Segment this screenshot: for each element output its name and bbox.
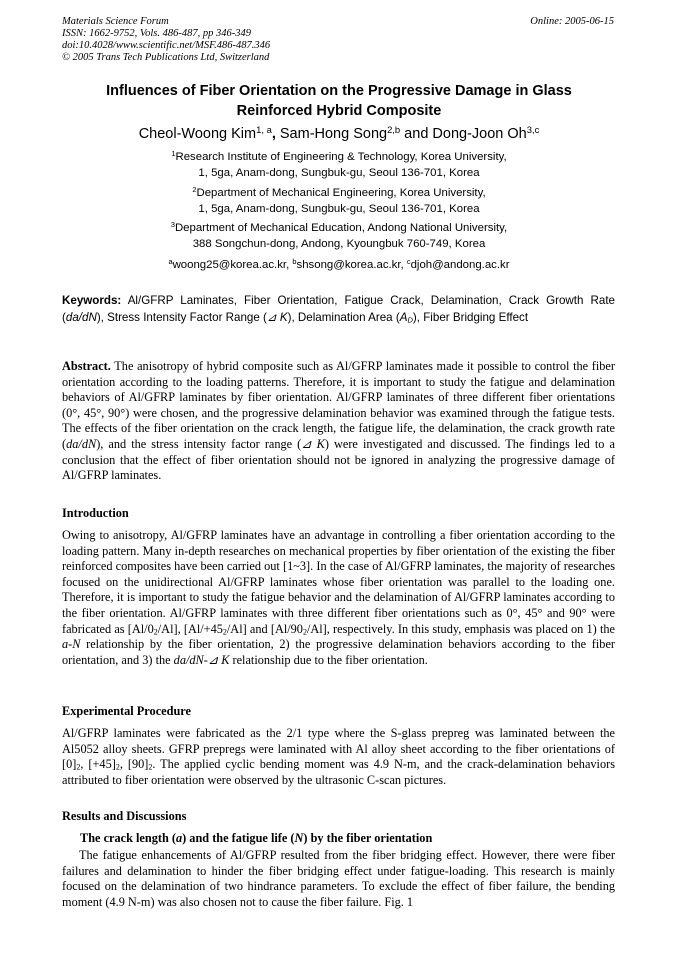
journal-name: Materials Science Forum	[62, 16, 169, 27]
experimental-text: . The applied cyclic bending moment was 4.9 N-m, and the crack-delamination behaviors attributed to fiber orientation were observed by the ultrasonic C-scan pictures.	[62, 757, 615, 787]
affiliation-line: Department of Mechanical Engineering, Korea University,	[196, 187, 486, 199]
title-line-2: Reinforced Hybrid Composite	[236, 102, 442, 119]
email-b[interactable]: shsong@korea.ac.kr,	[296, 259, 407, 271]
affiliation-number: 3	[170, 219, 175, 229]
keywords-label: Keywords:	[62, 294, 122, 307]
introduction-body	[62, 528, 615, 668]
introduction-text: /Al], [Al/+45	[157, 621, 223, 636]
affiliation-2	[62, 186, 616, 217]
keywords-text: Al/GFRP Laminates, Fiber Orientation, Fatigue Crack, Delamination, Crack Growth Rate (	[62, 294, 615, 324]
abstract-text: ), and the stress intensity factor range (	[96, 436, 302, 451]
keywords-text: ), Delamination Area (	[287, 310, 400, 324]
experimental-text: 2	[148, 762, 153, 772]
keywords-text: da/dN	[65, 310, 97, 324]
affiliation-line: 388 Songchun-dong, Andong, Kyoungbuk 760-749, Korea	[192, 237, 486, 250]
abstract-text: The anisotropy of hybrid composite such as Al/GFRP laminates made it possible to control the fiber orientation according to the loading patterns. Therefore, it is important to study the fatigue and delamination behaviors of Al/GFRP laminates by fiber orientation. Al/GFRP laminates of three different fiber orientations (0°, 45°, 90°) were chosen, and the progressive delamination behavior was examined through the fatigue tests. The effects of the fiber orientation on the crack length, the fatigue life, the delamination, the crack growth rate (	[62, 359, 615, 451]
section-heading-experimental: Experimental Procedure	[62, 704, 191, 718]
author-1-affil: 1, a	[256, 123, 272, 135]
copyright-line: © 2005 Trans Tech Publications Ltd, Switzerland	[62, 52, 270, 63]
introduction-text: da/dN-⊿ K	[173, 652, 230, 667]
keywords-text: ⊿ K	[266, 310, 288, 324]
keywords-text: D	[407, 315, 413, 324]
subsection-text: The crack length (	[80, 831, 176, 845]
affiliation-number: 1	[171, 148, 176, 158]
introduction-text: 2	[222, 627, 227, 637]
affiliation-line: Department of Mechanical Education, Andong National University,	[174, 222, 508, 234]
experimental-body	[62, 726, 615, 788]
subsection-text: a	[175, 831, 183, 845]
introduction-text: Owing to anisotropy, Al/GFRP laminates have an advantage in controlling a fiber orientation according to the loading pattern. Many in-depth researches on mechanical properties by fiber orientation of the existing the fiber reinforced composites have been carried out [1~3]. In the case of Al/GFRP laminates, the majority of researches focused on the unidirectional Al/GFRP laminates whose fiber orientation was parallel to the loading one. Therefore, it is important to study the fatigue behavior and the delamination of Al/GFRP laminates according to the fiber orientation. Al/GFRP laminates with three different fiber orientations such as 0°, 45° and 90° were fabricated as [Al/0	[62, 528, 615, 636]
subsection-text: N	[294, 831, 304, 845]
introduction-text: /Al] and [Al/90	[226, 621, 303, 636]
author-separator: and	[400, 126, 433, 142]
email-c[interactable]: djoh@andong.ac.kr	[410, 259, 510, 271]
introduction-text: relationship due to the fiber orientation.	[229, 652, 428, 667]
experimental-text: 2	[115, 762, 120, 772]
abstract-text: ) were investigated and discussed. The findings led to a conclusion that the effect of fiber orientation should not be ignored in analyzing the progressive damage of Al/GFRP laminates.	[62, 436, 615, 483]
affiliation-line: 1, 5ga, Anam-dong, Sungbuk-gu, Seoul 136-701, Korea	[198, 166, 480, 179]
abstract-text: ⊿ K	[301, 436, 325, 451]
email-marker: a	[168, 256, 173, 266]
doi-line[interactable]: doi:10.4028/www.scientific.net/MSF.486-487.346	[62, 40, 271, 51]
affiliation-3	[62, 221, 616, 252]
email-marker: c	[406, 256, 411, 266]
subsection-heading-crack-length	[80, 831, 432, 846]
author-separator: ,	[271, 126, 280, 142]
experimental-text: , [90]	[119, 757, 149, 772]
journal-header	[62, 16, 270, 64]
affiliation-line: Research Institute of Engineering & Technology, Korea University,	[175, 151, 507, 163]
abstract-text: da/dN	[66, 436, 97, 451]
introduction-text: 2	[153, 627, 158, 637]
experimental-text: Al/GFRP laminates were fabricated as the 2/1 type where the S-glass prepreg was laminated between the Al5052 alloy sheets. GFRP prepregs were laminated with Al alloy sheet according to the fiber orientations of [0]	[62, 726, 615, 772]
keywords-text: ), Fiber Bridging Effect	[412, 310, 529, 324]
author-2: Sam-Hong Song	[279, 126, 388, 142]
introduction-text: 2	[302, 627, 307, 637]
introduction-text: a-N	[62, 637, 81, 652]
email-list	[62, 258, 616, 274]
online-date: Online: 2005-06-15	[530, 16, 614, 27]
keywords-block	[62, 293, 615, 326]
results-text: The fatigue enhancements of Al/GFRP resulted from the fiber bridging effect. However, there were fiber failures and delamination to hinder the fiber bridging effect under fatigue-loading. This research is mainly focused on the delamination of two hindrance parameters. To exclude the effect of fiber failure, the bending moment (4.9 N-m) was also chosen not to cause the fiber failure. Fig. 1	[62, 848, 615, 909]
affiliation-1	[62, 150, 616, 181]
issn-line: ISSN: 1662-9752, Vols. 486-487, pp 346-349	[62, 28, 251, 39]
author-3-affil: 3,c	[526, 123, 540, 135]
abstract	[62, 359, 615, 484]
email-marker: b	[292, 256, 297, 266]
section-heading-results: Results and Discussions	[62, 809, 187, 823]
email-a[interactable]: woong25@korea.ac.kr,	[172, 259, 293, 271]
experimental-text: 2	[76, 762, 81, 772]
author-list	[62, 125, 616, 143]
introduction-text: relationship by the fiber orientation, 2) the progressive delamination behaviors according to the fiber orientation, and 3) the	[62, 637, 615, 667]
title-line-1: Influences of Fiber Orientation on the Progressive Damage in Glass	[106, 83, 572, 99]
affiliation-line: 1, 5ga, Anam-dong, Sungbuk-gu, Seoul 136-701, Korea	[198, 202, 480, 215]
author-2-affil: 2,b	[387, 123, 401, 135]
results-body	[62, 848, 615, 910]
paper-title	[62, 82, 616, 121]
keywords-text: A	[399, 310, 408, 324]
author-1: Cheol-Woong Kim	[138, 126, 257, 142]
introduction-text: /Al], respectively. In this study, emphasis was placed on 1) the	[306, 621, 615, 636]
subsection-text: ) by the fiber orientation	[303, 831, 433, 845]
affiliation-number: 2	[192, 184, 197, 194]
section-heading-introduction: Introduction	[62, 506, 129, 520]
experimental-text: , [+45]	[80, 757, 116, 772]
subsection-text: ) and the fatigue life (	[182, 831, 295, 845]
abstract-label: Abstract.	[62, 359, 111, 373]
keywords-text: ), Stress Intensity Factor Range (	[96, 310, 267, 324]
author-3: Dong-Joon Oh	[432, 126, 527, 142]
